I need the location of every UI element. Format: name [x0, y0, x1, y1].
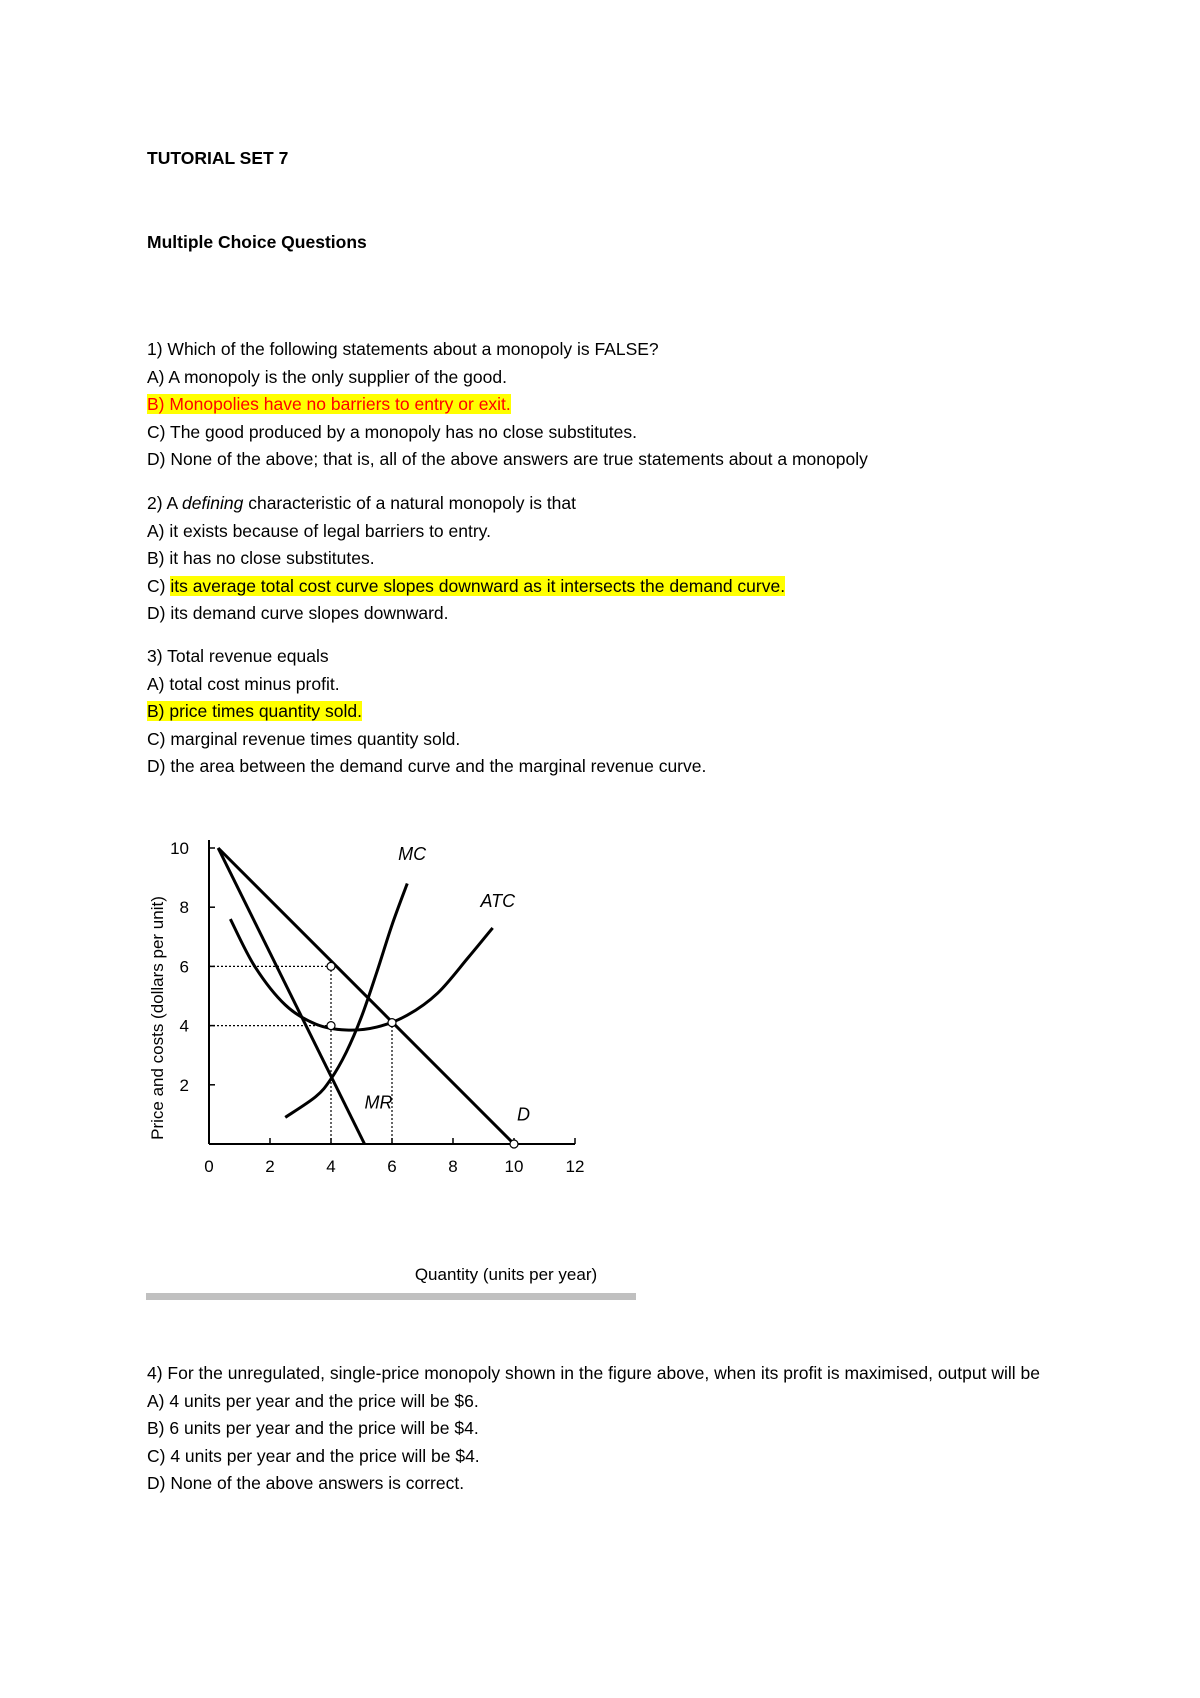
- y-tick-label: 10: [170, 840, 189, 858]
- answer-option: A) A monopoly is the only supplier of the good.: [147, 366, 507, 387]
- section-heading: Multiple Choice Questions: [147, 232, 367, 252]
- x-tick-label: 10: [504, 1157, 524, 1176]
- answer-option: B) 6 units per year and the price will be $4.: [147, 1418, 479, 1438]
- reference-point: [510, 1140, 518, 1148]
- x-tick-label: 8: [448, 1157, 458, 1176]
- document-title: TUTORIAL SET 7: [147, 148, 289, 168]
- question-stem: 4) For the unregulated, single-price monopoly shown in the figure above, when its profit is maximised, output will be: [147, 1363, 1040, 1383]
- answer-option: D) None of the above; that is, all of the above answers are true statements about a monopoly: [147, 449, 868, 469]
- answer-option: D) None of the above answers is correct.: [147, 1473, 465, 1493]
- x-tick-label: 12: [565, 1157, 585, 1176]
- figure-divider: [146, 1293, 636, 1300]
- curve-mr: [218, 848, 364, 1144]
- answer-option: C) 4 units per year and the price will be $4.: [147, 1445, 480, 1466]
- highlighted-answer: B) price times quantity sold.: [147, 701, 362, 721]
- question-3: [147, 643, 1147, 781]
- x-tick-label: 6: [387, 1157, 397, 1176]
- x-axis-label: Quantity (units per year): [414, 1265, 598, 1284]
- answer-option: D) its demand curve slopes downward.: [147, 603, 449, 623]
- reference-point: [327, 962, 335, 970]
- answer-option: A) it exists because of legal barriers to entry.: [147, 520, 491, 541]
- highlighted-answer: B) Monopolies have no barriers to entry or exit.: [147, 394, 511, 414]
- answer-option: B) it has no close substitutes.: [147, 548, 375, 568]
- question-1: [147, 336, 1147, 474]
- y-tick-label: 8: [179, 898, 189, 918]
- question-stem: [147, 490, 1147, 518]
- answer-option: A) 4 units per year and the price will be $6.: [147, 1390, 479, 1411]
- answer-option-highlighted: [147, 573, 1147, 601]
- stem-italic: defining: [182, 493, 244, 513]
- curve-label-mc: MC: [398, 843, 427, 864]
- reference-point: [388, 1019, 396, 1027]
- highlighted-answer: its average total cost curve slopes downward as it intersects the demand curve.: [170, 575, 786, 596]
- answer-option-highlighted: [147, 698, 1147, 726]
- curve-mc: [285, 884, 407, 1118]
- y-axis-label: Price and costs (dollars per unit): [148, 896, 167, 1140]
- x-tick-label: 2: [265, 1157, 275, 1176]
- answer-option-highlighted: [147, 391, 1147, 419]
- stem-suffix: characteristic of a natural monopoly is that: [243, 493, 577, 513]
- y-tick-label: 2: [179, 1075, 189, 1095]
- x-tick-label: 4: [326, 1157, 336, 1176]
- curve-label-mr: MR: [364, 1092, 393, 1113]
- stem-prefix: 2) A: [147, 493, 183, 513]
- y-tick-label: 4: [179, 1016, 189, 1036]
- option-prefix: C): [147, 575, 171, 596]
- monopoly-chart: [140, 840, 660, 1290]
- curve-label-atc: ATC: [480, 891, 516, 912]
- answer-option: D) the area between the demand curve and the marginal revenue curve.: [147, 756, 707, 776]
- question-stem: 3) Total revenue equals: [147, 646, 329, 666]
- question-2: [147, 490, 1147, 628]
- y-tick-label: 6: [179, 957, 189, 977]
- answer-option: C) marginal revenue times quantity sold.: [147, 728, 461, 749]
- answer-option: C) The good produced by a monopoly has no close substitutes.: [147, 421, 637, 442]
- answer-option: A) total cost minus profit.: [147, 673, 340, 694]
- x-tick-label: 0: [204, 1157, 214, 1176]
- curve-label-d: D: [517, 1104, 531, 1125]
- reference-point: [327, 1022, 335, 1030]
- question-stem: 1) Which of the following statements about a monopoly is FALSE?: [147, 339, 659, 359]
- question-4: [147, 1360, 1147, 1498]
